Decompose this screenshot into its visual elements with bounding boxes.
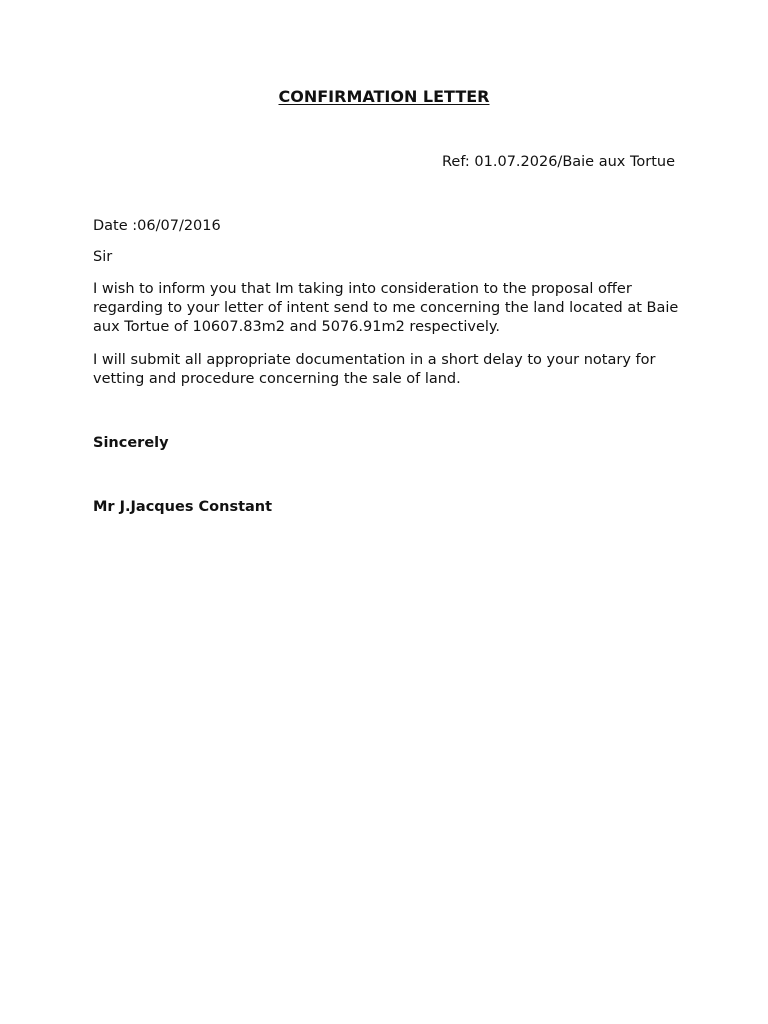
signature-name: Mr J.Jacques Constant [93,499,273,515]
letter-date: Date :06/07/2016 [93,218,221,234]
letter-title: CONFIRMATION LETTER [278,87,490,106]
salutation: Sir [93,249,113,265]
body-paragraph-2: I will submit all appropriate documentation in a short delay to your notary for vetting and procedure concerning the sale of land. [93,352,656,387]
reference-line: Ref: 01.07.2026/Baie aux Tortue [441,154,675,170]
closing: Sincerely [93,435,169,451]
body-paragraph-1: I wish to inform you that Im taking into consideration to the proposal offer regarding to your letter of intent send to me concerning the land located at Baie aux Tortue of 10607.83m2 and 5076.91m2 respectively. [93,281,679,335]
